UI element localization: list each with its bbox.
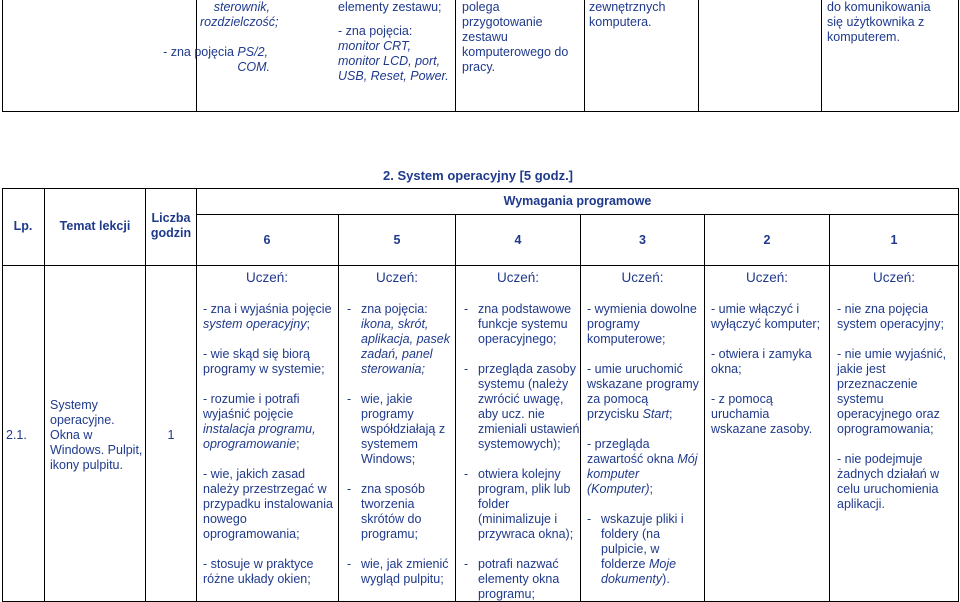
g4-text: systemowych); — [478, 437, 561, 451]
g5-text: - zna pojęcia: — [361, 302, 428, 316]
g6-block-4 — [203, 467, 337, 542]
top-border-left — [2, 0, 3, 112]
g6-block-2 — [203, 347, 337, 377]
g2-block-3 — [711, 392, 829, 437]
uczen-4: Uczeń: — [496, 270, 540, 285]
uczen-1: Uczeń: — [872, 270, 916, 285]
g4-text: zwrócić uwagę, — [478, 392, 564, 406]
g4-text: - przegląda zasoby — [478, 362, 576, 376]
header-lp: Lp. — [13, 219, 33, 233]
cell-grade-4 — [464, 302, 580, 602]
grade-2: 2 — [763, 233, 771, 247]
temat-line: Systemy — [50, 398, 98, 412]
grade-3: 3 — [639, 233, 646, 247]
g5-item-4 — [347, 557, 455, 587]
top-col3-line: zestawu — [462, 30, 508, 44]
g2-block-2 — [711, 347, 829, 377]
header-liczba — [146, 211, 196, 241]
g5-text: ikona, skrót, — [361, 317, 429, 331]
g5-text: - wie, jakie — [361, 392, 413, 406]
g2-text: - otwiera i zamyka — [711, 347, 812, 361]
top-cell-col6 — [827, 0, 957, 45]
g2-text: wskazane zasoby. — [711, 422, 813, 436]
g6-text: system operacyjny; — [203, 317, 310, 331]
g6-text: - rozumie i potrafi — [203, 392, 300, 406]
row-lp: 2.1. — [6, 428, 27, 442]
g4-item-4 — [464, 557, 580, 602]
top-col6-line: się użytkownika z — [827, 15, 925, 29]
g6-text: - stosuje w praktyce — [203, 557, 314, 571]
g2-block-1 — [711, 302, 829, 332]
g5-text: - wie, jak zmienić — [361, 557, 449, 571]
main-border-right — [958, 188, 959, 602]
g3-text: komputer — [587, 467, 640, 481]
g3-text: foldery (na — [601, 527, 661, 541]
g6-text: wyjaśnić pojęcie — [203, 407, 294, 421]
g5-text: programu; — [361, 527, 418, 541]
g5-item-2 — [347, 392, 455, 467]
g6-block-3 — [203, 392, 337, 452]
col-divider-temat — [145, 188, 146, 602]
header-liczba-line2: godzin — [150, 226, 192, 240]
g3-text: - umie uruchomić — [587, 362, 683, 376]
g6-text: oprogramowanie; — [203, 437, 300, 451]
temat-line: ikony pulpitu. — [50, 458, 123, 472]
row-temat — [50, 398, 144, 473]
top-divider-5 — [821, 0, 822, 112]
top-cell-col3 — [462, 0, 582, 75]
g4-text: program, plik lub — [478, 482, 571, 496]
g5-text: - zna sposób — [361, 482, 425, 496]
g3-text: - przegląda — [587, 437, 650, 451]
g5-text: programy — [361, 407, 414, 421]
header-wymagania: Wymagania programowe — [503, 194, 652, 208]
header-liczba-line1: Liczba — [151, 211, 191, 225]
g2-text: uruchamia — [711, 407, 770, 421]
g6-text: - zna i wyjaśnia pojęcie — [203, 302, 332, 316]
g1-text: żadnych działań w — [837, 467, 940, 481]
g1-block-3 — [837, 452, 958, 512]
top-cell-col2 — [300, 0, 450, 84]
g4-text: - otwiera kolejny — [478, 467, 561, 481]
top-col1-line3: - zna pojęcia PS/2, — [163, 45, 268, 59]
g4-text: folder — [478, 497, 510, 511]
g3-text: zawartość okna Mój — [587, 452, 698, 466]
top-divider-2 — [455, 0, 456, 112]
g3-text: folderze Moje — [601, 557, 677, 571]
uczen-5: Uczeń: — [375, 270, 419, 285]
g1-text: aplikacji. — [837, 497, 885, 511]
g2-text: okna; — [711, 362, 742, 376]
top-col2-line2: - zna pojęcia: — [338, 24, 413, 38]
g1-text: - nie podejmuje — [837, 452, 923, 466]
top-divider-4 — [698, 0, 699, 112]
g6-block-5 — [203, 557, 337, 587]
grade-6: 6 — [263, 233, 271, 247]
g3-item-4 — [587, 512, 704, 587]
g6-text: różne układy okien; — [203, 572, 311, 586]
g4-text: programu; — [478, 587, 535, 601]
top-border-right — [958, 0, 959, 112]
g3-text: (Komputer); — [587, 482, 654, 496]
top-cell-col1 — [163, 0, 279, 75]
g6-text: nowego — [203, 512, 247, 526]
g1-text: system operacyjny; — [837, 317, 944, 331]
g5-text: systemem — [361, 437, 418, 451]
grade-4: 4 — [514, 233, 522, 247]
g5-text: skrótów do — [361, 512, 422, 526]
g2-text: - z pomocą — [711, 392, 773, 406]
main-border-left — [2, 188, 3, 602]
top-col3-line: polega — [462, 0, 500, 14]
g1-block-2 — [837, 347, 958, 437]
header-temat: Temat lekcji — [59, 219, 131, 233]
g6-text: przypadku instalowania — [203, 497, 333, 511]
g3-text: pulpicie, w — [601, 542, 660, 556]
temat-line: operacyjne. — [50, 413, 115, 427]
g1-text: operacyjnego oraz — [837, 407, 940, 421]
g6-text: instalacja programu, — [203, 422, 316, 436]
g6-text: należy przestrzegać w — [203, 482, 327, 496]
g5-text: współdziałają z — [361, 422, 446, 436]
cell-grade-5 — [347, 302, 455, 587]
g4-text: (minimalizuje i — [478, 512, 558, 526]
g1-text: - nie zna pojęcia — [837, 302, 929, 316]
g1-block-1 — [837, 302, 958, 332]
g4-text: zmieniali ustawień — [478, 422, 580, 436]
g5-item-1 — [347, 302, 455, 377]
g6-text: - wie, jakich zasad — [203, 467, 306, 481]
g1-text: celu uruchomienia — [837, 482, 939, 496]
g1-text: systemu — [837, 392, 884, 406]
g3-text: wskazane programy — [587, 377, 699, 391]
top-col3-line: przygotowanie — [462, 15, 543, 29]
top-col2-italic3: USB, Reset, Power. — [338, 69, 449, 83]
top-col1-line2: rozdzielczość; — [200, 15, 279, 29]
top-col3-line: pracy. — [462, 60, 496, 74]
g6-text: oprogramowania; — [203, 527, 300, 541]
uczen-3: Uczeń: — [621, 270, 664, 285]
g1-text: oprogramowania; — [837, 422, 934, 436]
top-border-bottom — [2, 111, 959, 112]
g6-block-1 — [203, 302, 337, 332]
g5-text: zadań, panel — [361, 347, 433, 361]
top-col6-line: do komunikowania — [827, 0, 931, 14]
g3-text: dokumenty). — [601, 572, 670, 586]
g4-item-2 — [464, 362, 580, 452]
g1-text: jakie jest — [837, 362, 886, 376]
g5-text: tworzenia — [361, 497, 415, 511]
cell-grade-2 — [711, 302, 829, 437]
col-divider-lp — [44, 188, 45, 602]
top-col6-line: komputerem. — [827, 30, 900, 44]
g4-text: - zna podstawowe — [478, 302, 572, 316]
g5-item-3 — [347, 482, 455, 542]
cell-grade-6 — [203, 302, 337, 587]
g6-text: programy w systemie; — [203, 362, 325, 376]
temat-line: Okna w — [50, 428, 93, 442]
g4-text: - potrafi nazwać — [478, 557, 559, 571]
g4-text: przywraca okna); — [478, 527, 574, 541]
g3-block-1 — [587, 302, 704, 347]
cell-grade-1 — [837, 302, 958, 512]
g4-text: funkcje systemu — [478, 317, 568, 331]
temat-line: Windows. Pulpit, — [50, 443, 143, 457]
g4-text: systemu (należy — [478, 377, 569, 391]
g4-item-1 — [464, 302, 580, 347]
g4-text: elementy okna — [478, 572, 560, 586]
g5-text: wygląd pulpitu; — [361, 572, 444, 586]
g1-text: przeznaczenie — [837, 377, 918, 391]
top-col2-italic2: monitor LCD, port, — [338, 54, 441, 68]
g6-text: - wie skąd się biorą — [203, 347, 310, 361]
uczen-6: Uczeń: — [245, 270, 289, 285]
g5-text: aplikacja, pasek — [361, 332, 450, 346]
g2-text: wyłączyć komputer; — [711, 317, 821, 331]
g3-text: przycisku Start; — [587, 407, 673, 421]
uczen-2: Uczeń: — [745, 270, 789, 285]
grade-1: 1 — [890, 233, 898, 247]
wymagania-underline — [196, 214, 959, 215]
top-col2-line1: elementy zestawu; — [338, 0, 442, 14]
top-col4-line: komputera. — [589, 15, 652, 29]
g5-text: Windows; — [361, 452, 416, 466]
g2-text: - umie włączyć i — [711, 302, 800, 316]
row-godzin: 1 — [167, 428, 175, 442]
section-title: 2. System operacyjny [5 godz.] — [383, 168, 574, 183]
top-divider-3 — [584, 0, 585, 112]
top-col1-line4: COM. — [237, 60, 270, 74]
top-cell-col4 — [589, 0, 694, 30]
g5-text: sterowania; — [361, 362, 425, 376]
g3-text: - wskazuje pliki i — [601, 512, 684, 526]
top-col2-italic1: monitor CRT, — [338, 39, 411, 53]
top-col3-line: komputerowego do — [462, 45, 569, 59]
g4-item-3 — [464, 467, 580, 542]
g3-text: za pomocą — [587, 392, 649, 406]
g4-text: operacyjnego; — [478, 332, 557, 346]
cell-grade-3 — [587, 302, 704, 587]
g1-text: - nie umie wyjaśnić, — [837, 347, 947, 361]
g3-text: programy — [587, 317, 640, 331]
grade-5: 5 — [393, 233, 401, 247]
g3-text: komputerowe; — [587, 332, 666, 346]
top-col4-line: zewnętrznych — [589, 0, 666, 14]
g3-block-3 — [587, 437, 704, 497]
top-col1-line1: sterownik, — [213, 0, 270, 14]
g3-block-2 — [587, 362, 704, 422]
g4-text: aby ucz. nie — [478, 407, 545, 421]
col-divider-liczba — [196, 188, 197, 602]
g3-text: - wymienia dowolne — [587, 302, 697, 316]
